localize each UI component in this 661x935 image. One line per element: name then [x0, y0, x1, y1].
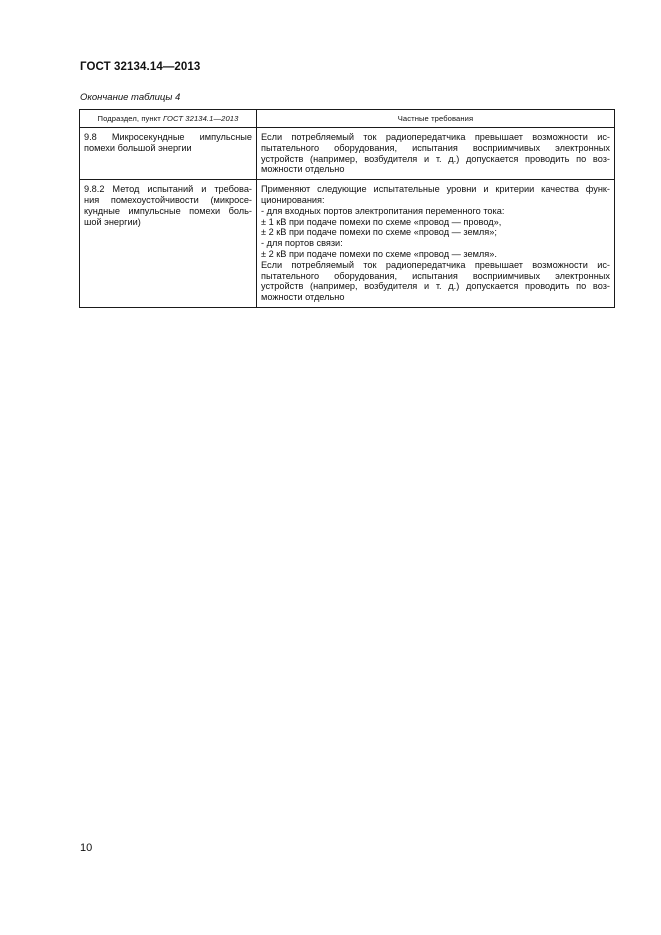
row-2-requirement-line: устройств (например, возбудителя и т. д.) допускается проводить по воз- [261, 281, 610, 292]
row-2-section-line: шой энергии) [84, 216, 141, 227]
row-2-requirement-line: Применяют следующие испытательные уровни и критерии качества функ- [261, 184, 610, 195]
table-caption: Окончание таблицы 4 [80, 92, 181, 103]
column-header-section-prefix: Подраздел, пункт [97, 114, 164, 123]
row-1-requirement-line: можности отдельно [261, 164, 345, 175]
row-1-section-line: 9.8 Микросекундные импульсные [84, 132, 252, 142]
row-2-requirement-line: ± 2 кВ при подаче помехи по схеме «провод — земля». [261, 248, 497, 259]
row-1-section-cell [80, 128, 257, 180]
table-row [80, 128, 615, 180]
row-2-requirement-line: - для портов связи: [261, 238, 343, 249]
table-header-row [80, 110, 615, 128]
row-1-requirement-line: Если потребляемый ток радиопередатчика превышает возможности ис- [261, 132, 610, 142]
column-header-requirements: Частные требования [257, 110, 615, 128]
row-1-requirement-line: пытательного оборудования, испытания восприимчивых электронных [261, 142, 610, 153]
table-row [80, 180, 615, 308]
row-2-section-cell [80, 180, 257, 308]
row-2-requirement-line: можности отдельно [261, 292, 345, 303]
row-2-requirement-line: пытательного оборудования, испытания восприимчивых электронных [261, 270, 610, 281]
column-header-section [80, 110, 257, 128]
row-2-requirement-line: ± 1 кВ при подаче помехи по схеме «провод — провод», [261, 216, 502, 227]
row-2-requirement-line: Если потребляемый ток радиопередатчика превышает возможности ис- [261, 259, 610, 270]
row-2-section-line: ния помехоустойчивости (микросе- [84, 194, 252, 205]
row-2-section-line: 9.8.2 Метод испытаний и требова- [84, 184, 252, 195]
row-1-requirement-line: устройств (например, возбудителя и т. д.) допускается проводить по воз- [261, 153, 610, 164]
row-1-requirement-cell [257, 128, 615, 180]
row-2-requirement-line: - для входных портов электропитания переменного тока: [261, 205, 505, 216]
row-1-section-line: помехи большой энергии [84, 142, 192, 153]
row-2-section-line: кундные импульсные помехи боль- [84, 205, 252, 216]
page-number: 10 [80, 842, 93, 854]
column-header-section-ref: ГОСТ 32134.1—2013 [163, 114, 239, 123]
row-2-requirement-line: ционирования: [261, 194, 325, 205]
requirements-table [79, 109, 615, 308]
row-2-requirement-cell [257, 180, 615, 308]
document-header: ГОСТ 32134.14—2013 [80, 61, 201, 73]
row-2-requirement-line: ± 2 кВ при подаче помехи по схеме «провод — земля»; [261, 227, 497, 238]
